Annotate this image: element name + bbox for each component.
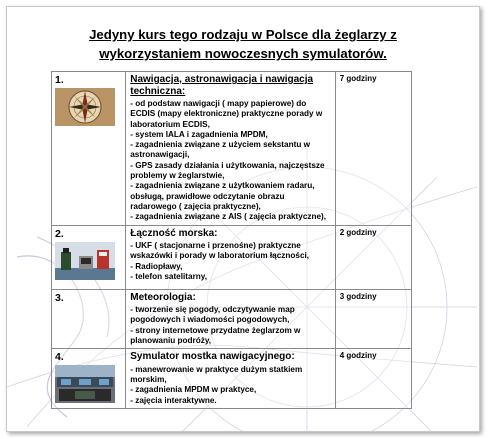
topic-list	[130, 305, 330, 346]
compass-icon	[55, 88, 115, 126]
list-item: - strony internetowe przydatne żeglarzom w planowaniu podróży,	[130, 325, 301, 345]
table-row	[52, 349, 412, 409]
course-number: 2.	[55, 227, 64, 240]
course-description-cell	[126, 72, 335, 226]
course-number-cell	[52, 225, 126, 289]
list-item: - UKF ( stacjonarne i przenośne) praktyczne wskazówki i porady w laboratorium łączności,	[130, 241, 310, 261]
course-description-cell	[126, 349, 335, 409]
document-page	[6, 6, 480, 432]
table-row	[52, 225, 412, 289]
list-item: - telefon satelitarny,	[130, 271, 207, 281]
course-heading	[130, 292, 330, 304]
heading-line-1: Meteorologia:	[130, 291, 196, 303]
list-item: - manewrowanie w praktyce dużym statkiem morskim,	[130, 364, 303, 385]
course-number-cell	[52, 289, 126, 349]
course-hours: 2 godziny	[335, 225, 411, 289]
list-item: - tworzenie się pogody, odczytywanie map pogodowych i wiadomości pogodowych,	[130, 305, 295, 325]
heading-line-1: Symulator mostka nawigacyjnego:	[130, 351, 295, 363]
list-item: - Radiopławy,	[130, 261, 183, 271]
list-item: - GPS zasady działania i użytkowania, najczęstsze problemy w żeglarstwie,	[130, 160, 325, 181]
courses-table	[51, 71, 412, 409]
topic-list	[130, 365, 330, 406]
title-line-1: Jedyny kurs tego rodzaju w Polsce dla żeglarzy z	[89, 27, 397, 42]
list-item: - zajęcia interaktywne.	[130, 395, 217, 405]
course-heading	[130, 351, 330, 363]
list-item: - zagadnienia związane z AIS ( zajęcia praktyczne),	[130, 212, 327, 222]
course-heading	[130, 228, 330, 240]
course-number: 1.	[55, 74, 64, 86]
list-item: - zagadnienia związane z użyciem sekstantu w astronawigacji,	[130, 140, 310, 160]
course-description-cell	[126, 225, 335, 289]
topic-list	[130, 99, 330, 223]
list-item: - od podstaw nawigacji ( mapy papierowe) do ECDIS (mapy elektroniczne) praktyczne porady w laboratorium ECDIS,	[130, 99, 323, 129]
heading-line-1: Łączność morska:	[130, 227, 218, 239]
bridge-simulator-icon	[55, 365, 115, 403]
course-number-cell	[52, 349, 126, 409]
list-item: - system IALA i zagadnienia MPDM,	[130, 129, 268, 139]
course-description-cell	[126, 289, 335, 349]
course-hours: 4 godziny	[335, 349, 411, 409]
list-item: - zagadnienia związane z użytkowaniem radaru, obsługą, prawidłowe odczytanie obrazu radarowego ( zajęcia praktyczne),	[130, 181, 315, 211]
heading-line-1: Nawigacja, astronawigacja i nawigacja	[130, 74, 314, 85]
list-item: - zagadnienia MPDM w praktyce,	[130, 385, 257, 395]
course-number: 3.	[55, 291, 64, 304]
heading-line-2: techniczna:	[130, 85, 186, 97]
radio-station-icon	[55, 242, 115, 280]
topic-list	[130, 241, 330, 282]
table-row	[52, 72, 412, 226]
course-number: 4.	[55, 351, 64, 364]
course-hours: 7 godziny	[335, 72, 411, 226]
course-number-cell	[52, 72, 126, 226]
table-row	[52, 289, 412, 349]
page-title	[37, 25, 449, 63]
course-heading	[130, 74, 330, 97]
title-line-2: wykorzystaniem nowoczesnych symulatorów.	[99, 46, 387, 61]
course-hours: 3 godziny	[335, 289, 411, 349]
